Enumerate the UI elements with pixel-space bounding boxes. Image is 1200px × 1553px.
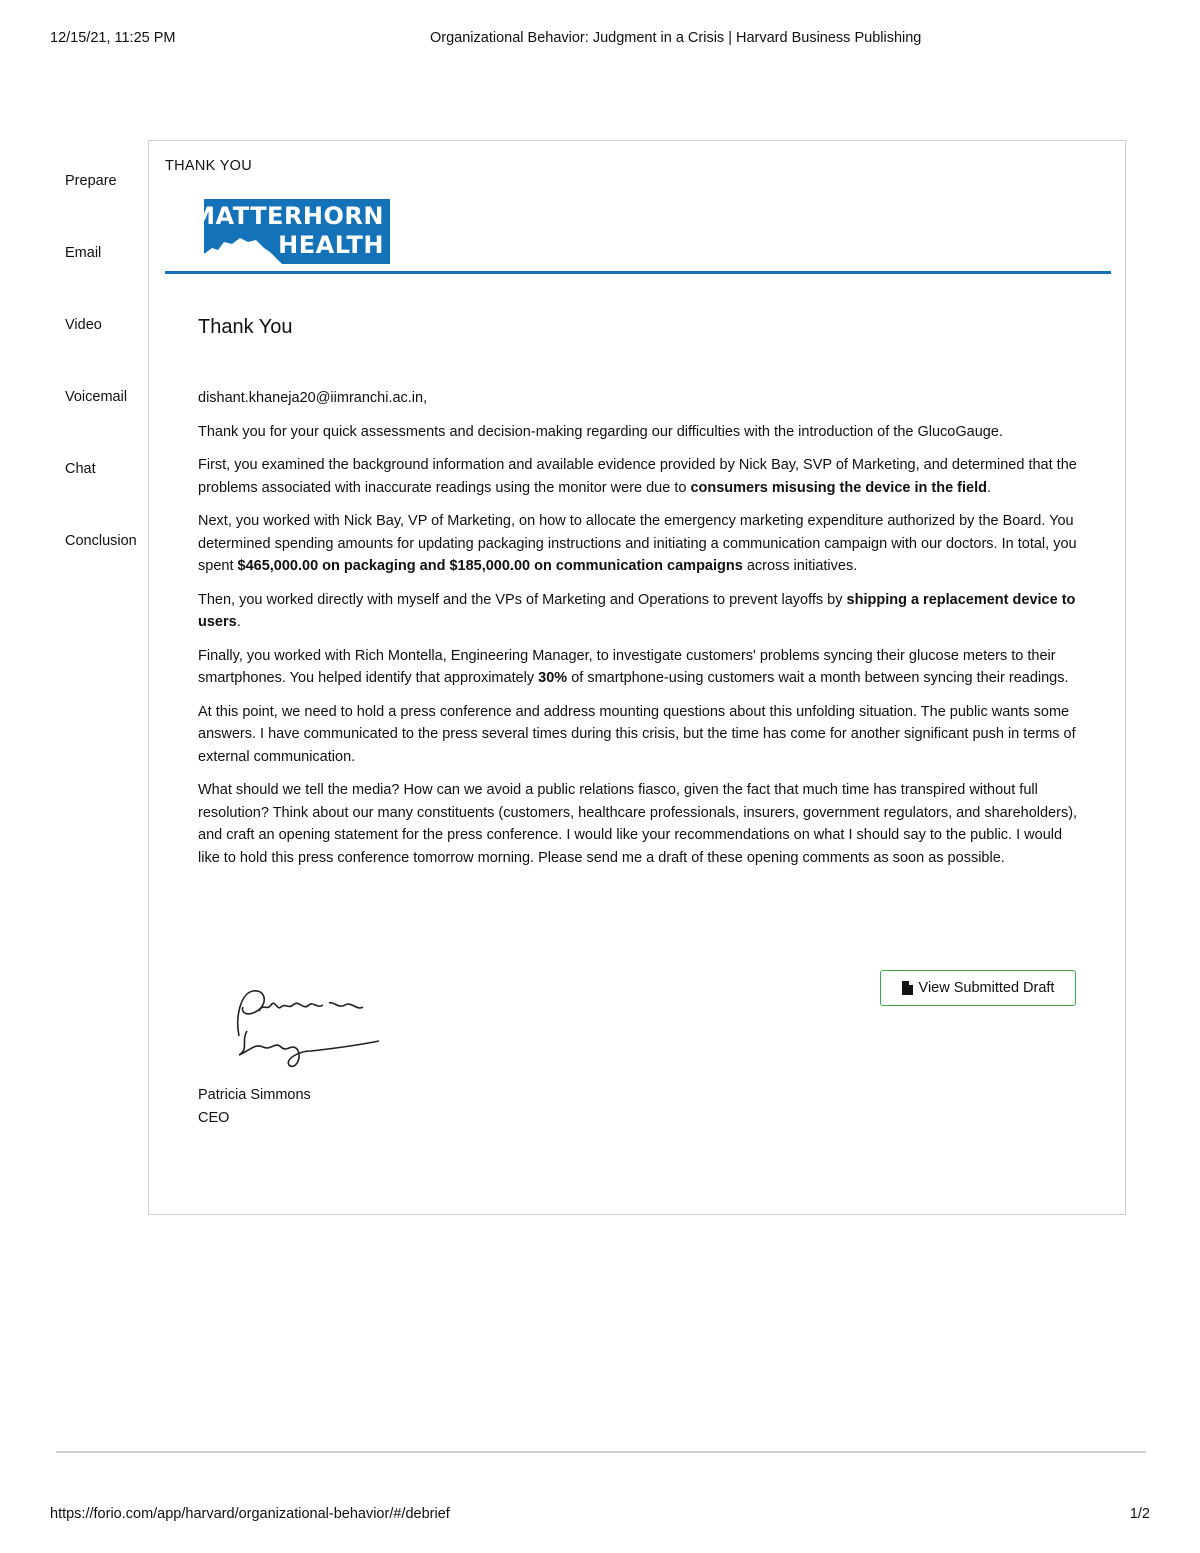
page-number: 1/2 bbox=[1129, 1506, 1150, 1522]
logo-line-2: HEALTH bbox=[278, 231, 384, 259]
thank-you-letter bbox=[198, 316, 1078, 880]
logo-line-1: MATTERHORN bbox=[191, 202, 384, 230]
letter-paragraph-6: At this point, we need to hold a press conference and address mounting questions about this unfolding situation. The public wants some answers. I have communicated to the press several times during this crisis, but the time has come for another significant push in terms of external communication. bbox=[198, 703, 1076, 765]
signer-title: CEO bbox=[198, 1109, 230, 1126]
sidebar-item-voicemail[interactable]: Voicemail bbox=[65, 389, 128, 405]
letter-paragraph-5: Finally, you worked with Rich Montella, Engineering Manager, to investigate customers' problems syncing their glucose meters to their smartphones. You helped identify that approximately 30% of smartphone-using customers wait a month between syncing their readings. bbox=[198, 647, 1069, 686]
signer-block bbox=[198, 1084, 311, 1129]
panel-title: THANK YOU bbox=[165, 158, 253, 174]
letter-salutation: dishant.khaneja20@iimranchi.ac.in, bbox=[198, 390, 428, 406]
header-divider bbox=[165, 271, 1111, 274]
debrief-panel bbox=[148, 140, 1126, 1215]
print-page-title: Organizational Behavior: Judgment in a Crisis | Harvard Business Publishing bbox=[430, 30, 922, 46]
matterhorn-health-logo bbox=[191, 199, 390, 264]
letter-heading: Thank You bbox=[198, 316, 293, 338]
sidebar-item-email[interactable]: Email bbox=[65, 245, 102, 261]
ceo-signature bbox=[219, 981, 389, 1080]
footer-divider bbox=[56, 1451, 1146, 1453]
view-submitted-draft-label: View Submitted Draft bbox=[918, 980, 1055, 996]
letter-paragraph-3: Next, you worked with Nick Bay, VP of Marketing, on how to allocate the emergency marketing expenditure authorized by the Board. You determined spending amounts for updating packaging instructions and initiating a communication campaign with our doctors. In total, you spent $465,000.00 on packaging and $185,000.00 on communication campaigns across initiatives. bbox=[198, 513, 1077, 574]
letter-paragraph-7: What should we tell the media? How can we avoid a public relations fiasco, given the fact that much time has transpired without full resolution? Think about our many constituents (customers, healthcare professionals, insurers, government regulators, and shareholders), and craft an opening statement for the press conference. I would like your recommendations on what I should say to the public. I would like to hold this press conference tomorrow morning. Please send me a draft of these opening comments as soon as possible. bbox=[198, 782, 1078, 866]
view-submitted-draft-button[interactable] bbox=[880, 970, 1076, 1006]
mountain-logo-icon bbox=[204, 224, 284, 264]
letter-paragraph-4: Then, you worked directly with myself and the VPs of Marketing and Operations to prevent layoffs by shipping a replacement device to users. bbox=[198, 591, 1076, 630]
print-header bbox=[50, 30, 1150, 50]
letter-paragraph-2: First, you examined the background information and available evidence provided by Nick Bay, SVP of Marketing, and determined that the problems associated with inaccurate readings using the monitor were due to consumers misusing the device in the field. bbox=[198, 457, 1077, 496]
file-icon bbox=[902, 981, 913, 995]
sidebar-item-video[interactable]: Video bbox=[65, 317, 102, 333]
letter-paragraph-1: Thank you for your quick assessments and decision-making regarding our difficulties with the introduction of the GlucoGauge. bbox=[198, 423, 1003, 440]
sidebar-item-prepare[interactable]: Prepare bbox=[65, 173, 117, 189]
sidebar-item-chat[interactable]: Chat bbox=[65, 461, 96, 477]
sidebar-item-conclusion[interactable]: Conclusion bbox=[65, 533, 137, 549]
signer-name: Patricia Simmons bbox=[198, 1087, 311, 1103]
handwritten-signature-image bbox=[219, 981, 389, 1076]
page-url: https://forio.com/app/harvard/organizational-behavior/#/debrief bbox=[50, 1506, 450, 1522]
print-datetime: 12/15/21, 11:25 PM bbox=[50, 30, 176, 46]
